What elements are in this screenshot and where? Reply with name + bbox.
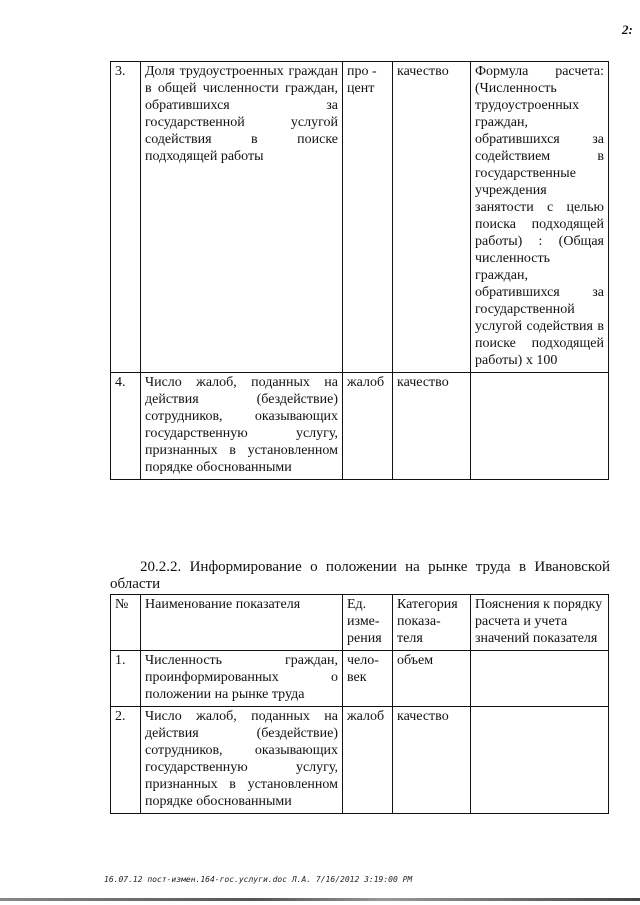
table-row [111, 707, 609, 814]
table-row [111, 62, 609, 373]
indicators-table-2 [110, 594, 609, 814]
indicator-name: Число жалоб, поданных на действия (бездействие) сотрудников, оказывающих государственную услугу, признанных в установленном порядке обоснованными [141, 373, 343, 480]
indicator-name: Численность граждан, проинформированных о положении на рынке труда [141, 651, 343, 707]
category-cell: качество [393, 62, 471, 373]
row-number: 3. [111, 62, 141, 373]
unit-cell: жалоб [343, 707, 393, 814]
unit-cell: чело- век [343, 651, 393, 707]
scan-edge-divider [0, 898, 640, 901]
calc-note-cell: Формула расчета: (Численность трудоустроенных граждан, обратившихся за содействием в государственные учреждения занятости с целью поиска подходящей работы) : (Общая численность граждан, обратившихся за государственной услугой содействия в поиске подходящей работы) х 100 [471, 62, 609, 373]
table-header-row [111, 595, 609, 651]
row-number: 2. [111, 707, 141, 814]
calc-note-cell [471, 651, 609, 707]
calc-note-cell [471, 373, 609, 480]
row-number: 4. [111, 373, 141, 480]
header-name: Наименование показателя [141, 595, 343, 651]
indicator-name: Доля трудоустроенных граждан в общей численности граждан, обратившихся за государственной услугой содействия в поиске подходящей работы [141, 62, 343, 373]
row-number: 1. [111, 651, 141, 707]
header-category: Категория показа- теля [393, 595, 471, 651]
category-cell: качество [393, 373, 471, 480]
page-number: 2: [622, 22, 633, 37]
indicators-table-1 [110, 61, 609, 480]
header-unit: Ед. изме- рения [343, 595, 393, 651]
unit-cell: жалоб [343, 373, 393, 480]
table-row [111, 373, 609, 480]
unit-cell: про - цент [343, 62, 393, 373]
indicator-name: Число жалоб, поданных на действия (бездействие) сотрудников, оказывающих государственную услугу, признанных в установленном порядке обоснованными [141, 707, 343, 814]
category-cell: качество [393, 707, 471, 814]
category-cell: объем [393, 651, 471, 707]
section-heading: 20.2.2. Информирование о положении на рынке труда в Ивановской области [110, 559, 610, 592]
calc-note-cell [471, 707, 609, 814]
document-footer: 16.07.12 пост-измен.164-гос.услуги.doc Л.А. 7/16/2012 3:19:00 PM [104, 875, 413, 884]
header-num: № [111, 595, 141, 651]
header-note: Пояснения к порядку расчета и учета значений показателя [471, 595, 609, 651]
table-row [111, 651, 609, 707]
